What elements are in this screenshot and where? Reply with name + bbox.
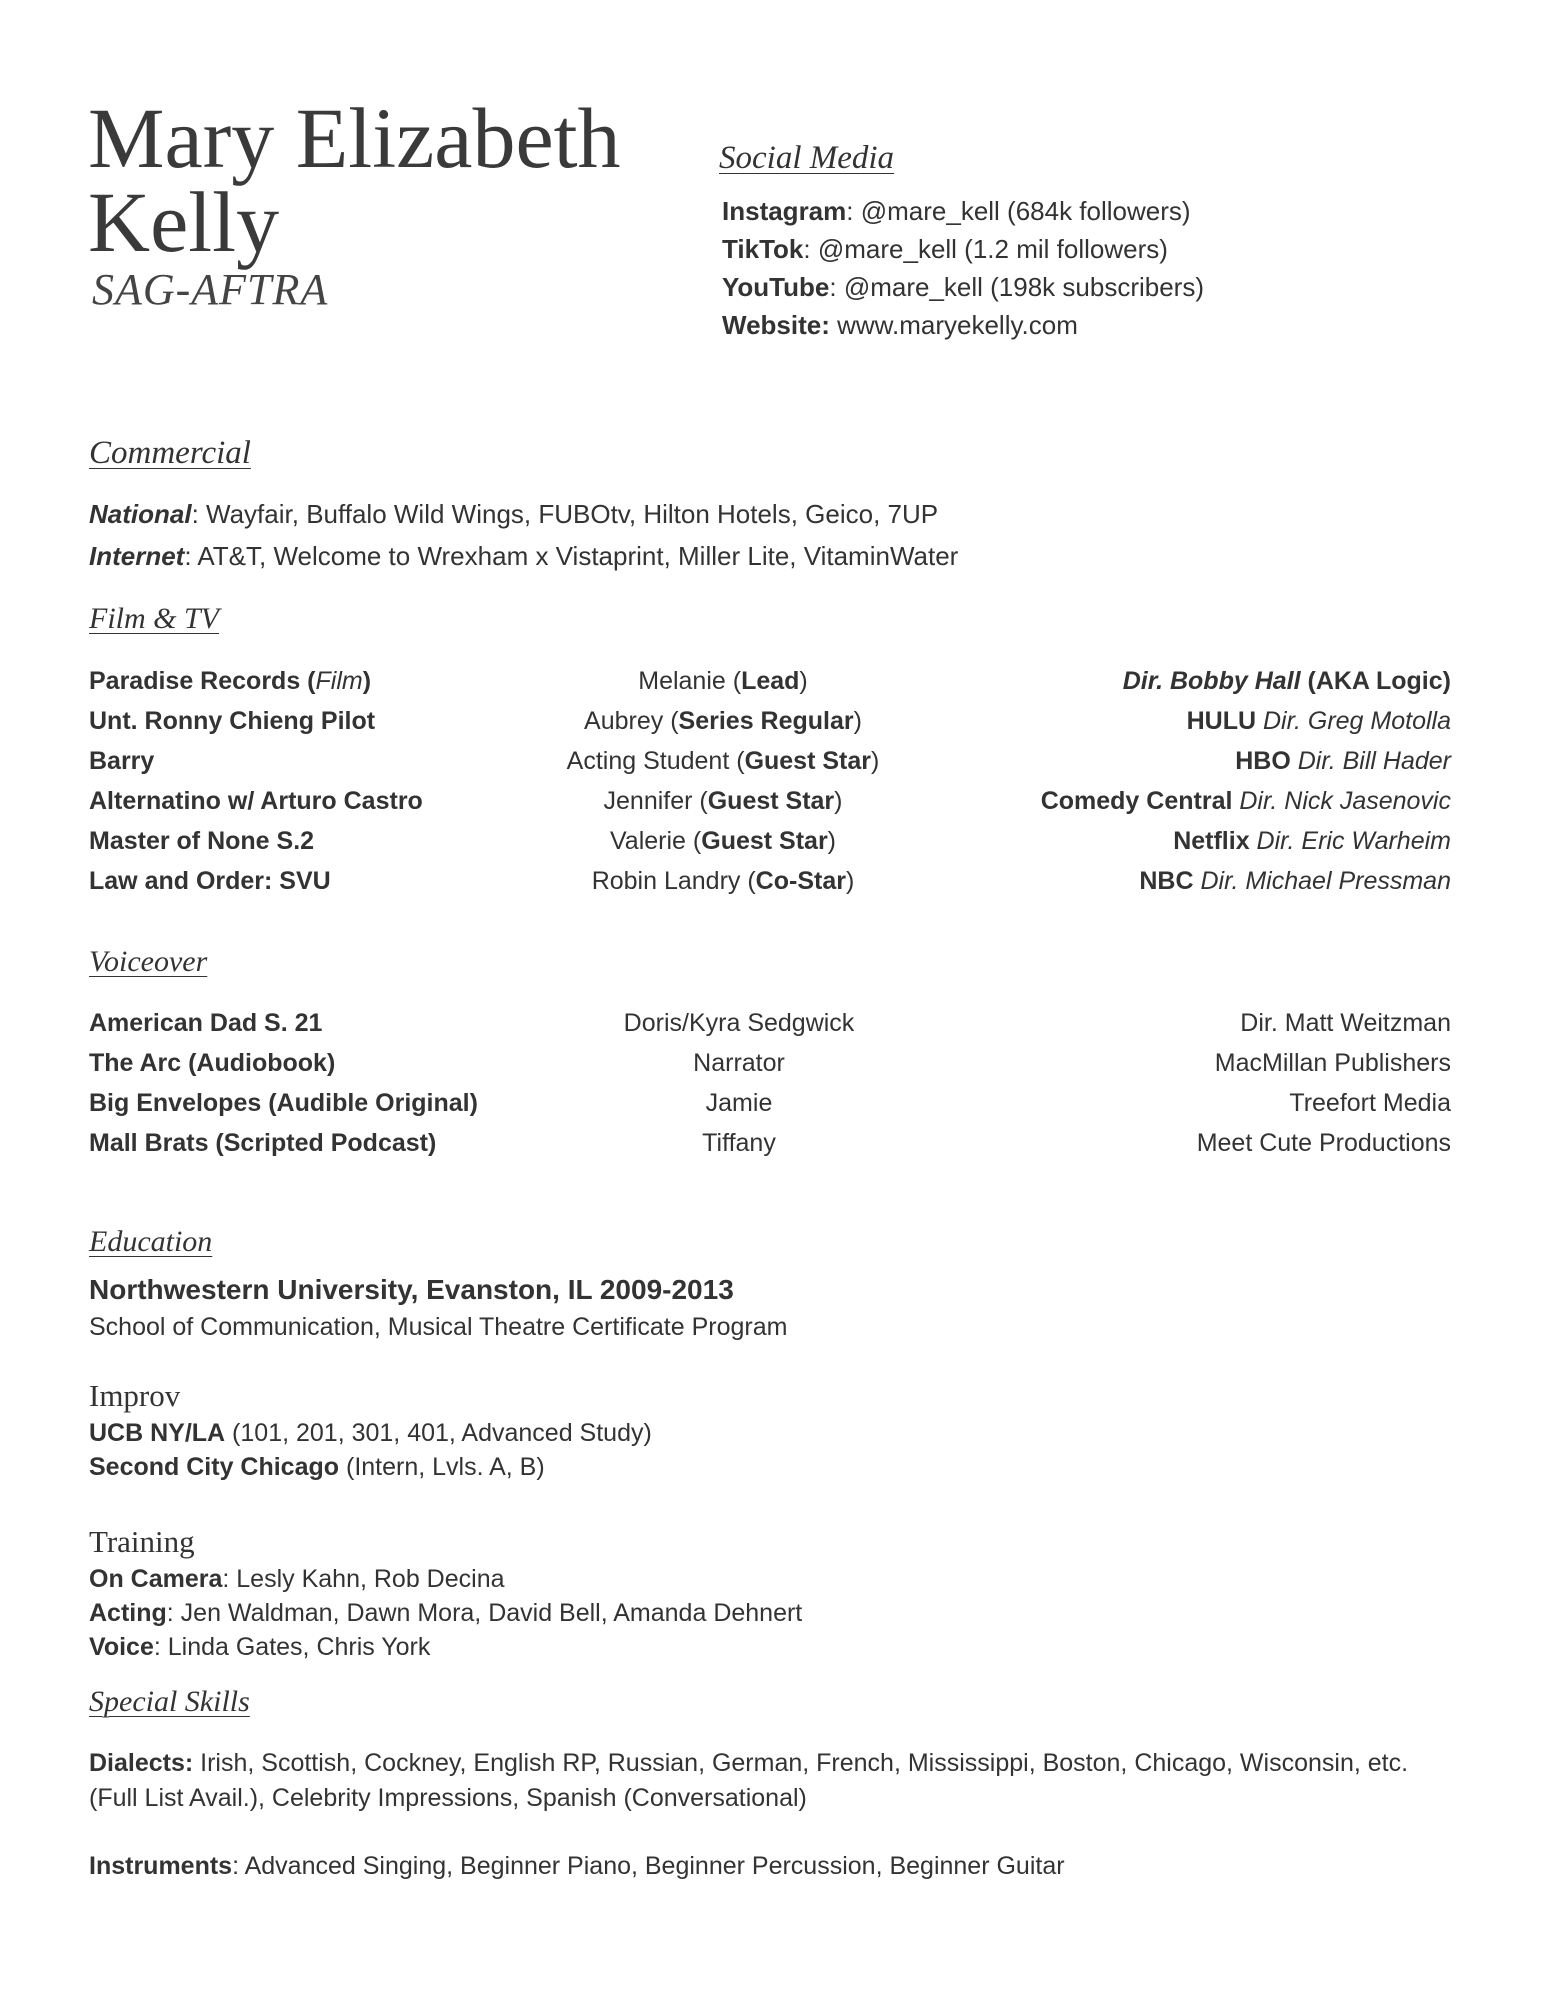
credit: Dir. Matt Weitzman	[1240, 1009, 1451, 1037]
improv-list	[89, 1416, 652, 1484]
social-youtube: YouTube: @mare_kell (198k subscribers)	[722, 272, 1204, 302]
table-row	[89, 1043, 1451, 1083]
union-affiliation: SAG-AFTRA	[92, 265, 329, 314]
list-item: Voice: Linda Gates, Chris York	[89, 1633, 431, 1661]
table-row	[89, 701, 1451, 741]
credit: Netflix Dir. Eric Warheim	[1173, 827, 1451, 855]
education-heading: Education	[89, 1225, 213, 1258]
credit: Treefort Media	[1289, 1089, 1451, 1117]
training-heading: Training	[89, 1524, 195, 1559]
list-item: Acting: Jen Waldman, Dawn Mora, David Bell, Amanda Dehnert	[89, 1599, 803, 1627]
social-instagram: Instagram: @mare_kell (684k followers)	[722, 196, 1191, 226]
role: Acting Student (Guest Star)	[566, 747, 880, 775]
training-list	[89, 1562, 802, 1664]
commercial-national: National: Wayfair, Buffalo Wild Wings, FUBOtv, Hilton Hotels, Geico, 7UP	[89, 499, 939, 529]
commercial-internet: Internet: AT&T, Welcome to Wrexham x Vistaprint, Miller Lite, VitaminWater	[89, 541, 959, 571]
special-skills-heading: Special Skills	[89, 1685, 250, 1718]
table-row	[89, 821, 1451, 861]
skills-dialects: Dialects: Irish, Scottish, Cockney, English RP, Russian, German, French, Mississippi, Boston, Chicago, Wisconsin, etc. (Full List Avail.), Celebrity Impressions, Spanish (Conversational)	[89, 1749, 1409, 1812]
table-row	[89, 741, 1451, 781]
table-row	[89, 861, 1451, 901]
credit: Dir. Bobby Hall (AKA Logic)	[1122, 667, 1451, 695]
commercial-list	[89, 493, 958, 577]
table-row	[89, 1123, 1451, 1163]
credit: NBC Dir. Michael Pressman	[1139, 867, 1451, 895]
education-program: School of Communication, Musical Theatre Certificate Program	[89, 1313, 788, 1341]
role: Melanie (Lead)	[638, 667, 808, 695]
project-title: Alternatino w/ Arturo Castro	[89, 787, 423, 815]
voiceover-heading: Voiceover	[89, 945, 208, 978]
role: Valerie (Guest Star)	[609, 827, 837, 855]
role: Robin Landry (Co-Star)	[591, 867, 855, 895]
credit: Meet Cute Productions	[1196, 1129, 1451, 1157]
social-media-list	[722, 192, 1204, 344]
resume-name	[88, 90, 621, 270]
credit: HBO Dir. Bill Hader	[1235, 747, 1451, 775]
improv-heading: Improv	[89, 1378, 181, 1413]
role: Tiffany	[702, 1129, 776, 1157]
role: Aubrey (Series Regular)	[584, 707, 862, 735]
table-row	[89, 661, 1451, 701]
social-website: Website: www.maryekelly.com	[722, 310, 1078, 340]
project-title: Mall Brats (Scripted Podcast)	[89, 1129, 437, 1157]
project-title: Law and Order: SVU	[89, 867, 331, 895]
project-title: American Dad S. 21	[89, 1009, 323, 1037]
project-title: Barry	[89, 747, 155, 775]
credit: MacMillan Publishers	[1214, 1049, 1451, 1077]
social-tiktok: TikTok: @mare_kell (1.2 mil followers)	[722, 234, 1168, 264]
name-line-2: Kelly	[88, 174, 280, 270]
role: Jennifer (Guest Star)	[603, 787, 843, 815]
name-line-1: Mary Elizabeth	[88, 90, 621, 186]
project-title: Big Envelopes (Audible Original)	[89, 1089, 478, 1117]
role: Narrator	[693, 1049, 785, 1077]
role: Doris/Kyra Sedgwick	[623, 1009, 855, 1037]
credit: Comedy Central Dir. Nick Jasenovic	[1040, 787, 1451, 815]
table-row	[89, 781, 1451, 821]
education-school: Northwestern University, Evanston, IL 2009-2013	[89, 1274, 734, 1305]
project-title: Unt. Ronny Chieng Pilot	[89, 707, 376, 735]
role: Jamie	[705, 1089, 773, 1117]
skills-instruments: Instruments: Advanced Singing, Beginner Piano, Beginner Percussion, Beginner Guitar	[89, 1852, 1065, 1880]
list-item: Second City Chicago (Intern, Lvls. A, B)	[89, 1453, 545, 1481]
list-item: UCB NY/LA (101, 201, 301, 401, Advanced Study)	[89, 1419, 652, 1447]
table-row	[89, 1083, 1451, 1123]
commercial-heading: Commercial	[89, 435, 251, 471]
table-row	[89, 1003, 1451, 1043]
credit: HULU Dir. Greg Motolla	[1186, 707, 1451, 735]
list-item: On Camera: Lesly Kahn, Rob Decina	[89, 1565, 505, 1593]
project-title: The Arc (Audiobook)	[89, 1049, 336, 1077]
film-tv-heading: Film & TV	[89, 602, 220, 635]
social-media-heading: Social Media	[719, 140, 895, 176]
project-title: Master of None S.2	[89, 827, 315, 855]
project-title: Paradise Records (Film)	[89, 667, 372, 695]
